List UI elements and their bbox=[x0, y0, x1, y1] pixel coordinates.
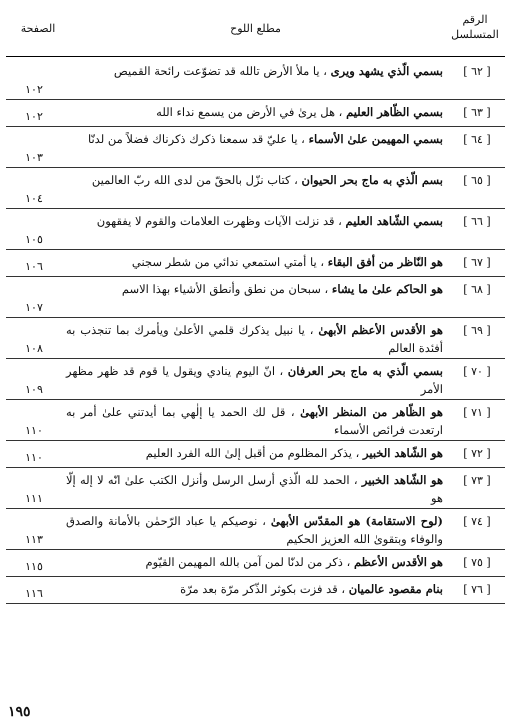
entry-text bbox=[66, 553, 443, 571]
entry-opening: ، هل يرىٰ في الأرض من يسمع نداء الله bbox=[156, 105, 343, 119]
entry-title: (لوح الاستقامة) هو المقدّس الأبهىٰ bbox=[270, 514, 444, 528]
page-number: ١٩٥ bbox=[8, 704, 31, 720]
entry-opening: ، الحمد لله الّذي أرسل الرسل وأنزل الكتب علىٰ انّه لا إله إلّا هو bbox=[66, 473, 443, 505]
entry-title: بسمي الشّاهد العليم bbox=[345, 214, 443, 228]
entry-opening: ، يا عليّ قد سمعنا ذكرك ذكرناك فضلاً من لدنّا bbox=[87, 132, 305, 146]
serial-number: [ ٦٣ ] bbox=[463, 106, 491, 119]
entry-text bbox=[66, 512, 443, 548]
serial-number: [ ٦٤ ] bbox=[463, 133, 491, 146]
header-serial-number: الرقم المتسلسل bbox=[451, 13, 499, 41]
entry-text bbox=[66, 171, 443, 189]
entry-title: هو الشّاهد الخبير bbox=[361, 473, 444, 487]
header-tablet-opening: مطلع اللوح bbox=[230, 22, 281, 35]
entry-opening: ، قد نزلت الآيات وظهرت العلامات والقوم لا يفقهون bbox=[96, 214, 342, 228]
page-reference: ١٠٨ bbox=[25, 342, 43, 355]
header-page: الصفحة bbox=[20, 22, 56, 35]
serial-number: [ ٧٠ ] bbox=[463, 365, 491, 378]
serial-number: [ ٦٩ ] bbox=[463, 324, 491, 337]
entry-text bbox=[66, 253, 443, 271]
table-header bbox=[6, 6, 505, 54]
table-row bbox=[6, 59, 505, 100]
entry-opening: ، ذكر من لدنّا لمن آمن بالله المهيمن القيّوم bbox=[145, 555, 351, 569]
serial-number: [ ٦٥ ] bbox=[463, 174, 491, 187]
table-row bbox=[6, 550, 505, 577]
entry-opening: ، يا أمتي استمعي ندائي من شطر سجني bbox=[131, 255, 325, 269]
table-row bbox=[6, 209, 505, 250]
entry-text bbox=[66, 444, 443, 462]
entry-opening: ، كتاب نزّل بالحقّ من لدى الله ربّ العالمين bbox=[91, 173, 298, 187]
table-row bbox=[6, 577, 505, 604]
table-row bbox=[6, 359, 505, 400]
serial-number: [ ٧٤ ] bbox=[463, 515, 491, 528]
table-row bbox=[6, 441, 505, 468]
entry-title: بسمي المهيمن علىٰ الأسماء bbox=[308, 132, 443, 146]
serial-number: [ ٦٧ ] bbox=[463, 256, 491, 269]
index-table bbox=[6, 59, 505, 604]
entry-text bbox=[66, 403, 443, 439]
entry-title: هو الأقدس الأعظم الأبهىٰ bbox=[318, 323, 444, 337]
page-reference: ١١٥ bbox=[25, 560, 43, 573]
page-reference: ١١٠ bbox=[25, 451, 43, 464]
serial-number: [ ٦٨ ] bbox=[463, 283, 491, 296]
entry-title: هو النّاظر من أفق البقاء bbox=[327, 255, 443, 269]
page-reference: ١٠٧ bbox=[25, 301, 43, 314]
page-reference: ١١٦ bbox=[25, 587, 43, 600]
page-reference: ١٠٢ bbox=[25, 83, 43, 96]
entry-text bbox=[66, 321, 443, 357]
entry-text bbox=[66, 362, 443, 398]
serial-number: [ ٧٦ ] bbox=[463, 583, 491, 596]
entry-title: هو الأقدس الأعظم bbox=[353, 555, 443, 569]
page-reference: ١٠٦ bbox=[25, 260, 43, 273]
page-reference: ١٠٥ bbox=[25, 233, 43, 246]
entry-opening: ، قل لك الحمد يا إلٰهي بما أيدتني علىٰ أمر به ارتعدت فرائص الأسماء bbox=[66, 405, 443, 437]
serial-number: [ ٧٣ ] bbox=[463, 474, 491, 487]
page-reference: ١١٣ bbox=[25, 533, 43, 546]
page-reference: ١٠٣ bbox=[25, 151, 43, 164]
page-reference: ١٠٩ bbox=[25, 383, 43, 396]
table-row bbox=[6, 400, 505, 441]
entry-text bbox=[66, 280, 443, 298]
page-reference: ١١١ bbox=[25, 492, 43, 505]
table-row bbox=[6, 250, 505, 277]
entry-title: هو الحاكم علىٰ ما يشاء bbox=[331, 282, 443, 296]
entry-opening: ، يا نبيل يذكرك قلمي الأعلىٰ ويأمرك بما تنجذب به أفئدة العالم bbox=[66, 323, 443, 355]
serial-number: [ ٧١ ] bbox=[463, 406, 491, 419]
entry-text bbox=[66, 62, 443, 80]
entry-opening: ، قد فزت بكوثر الذّكر مرّة بعد مرّة bbox=[180, 582, 346, 596]
entry-opening: ، يا ملأ الأرض تالله قد تضوّعت رائحة القميص bbox=[113, 64, 327, 78]
entry-title: هو الظّاهر من المنظر الأبهىٰ bbox=[300, 405, 443, 419]
entry-text bbox=[66, 212, 443, 230]
table-row bbox=[6, 127, 505, 168]
table-row bbox=[6, 100, 505, 127]
entry-opening: ، انّ اليوم ينادي ويقول يا قوم قد ظهر مظهر الأمر bbox=[66, 364, 443, 396]
table-row bbox=[6, 318, 505, 359]
entry-title: هو الشّاهد الخبير bbox=[363, 446, 443, 460]
entry-title: بسمي الّذي يشهد ويرى bbox=[330, 64, 443, 78]
entry-title: بسم الّذي به ماج بحر الحيوان bbox=[301, 173, 443, 187]
entry-text bbox=[66, 580, 443, 598]
entry-title: بنام مقصود عالميان bbox=[348, 582, 443, 596]
entry-opening: ، سبحان من نطق وأنطق الأشياء بهذا الاسم bbox=[121, 282, 329, 296]
table-row bbox=[6, 509, 505, 550]
entry-title: بسمي الّذي به ماج بحر العرفان bbox=[287, 364, 444, 378]
entry-text bbox=[66, 130, 443, 148]
entry-title: بسمي الظّاهر العليم bbox=[346, 105, 443, 119]
table-row bbox=[6, 168, 505, 209]
entry-opening: ، يذكر المظلوم من أقبل إلىٰ الله الفرد العليم bbox=[145, 446, 360, 460]
serial-number: [ ٦٦ ] bbox=[463, 215, 491, 228]
entry-opening: ، نوصيكم يا عباد الرّحمٰن بالأمانة والصدق والوفاء وبتقوىٰ الله العزيز الحكيم bbox=[66, 514, 443, 546]
page-reference: ١١٠ bbox=[25, 424, 43, 437]
header-divider bbox=[6, 56, 505, 57]
serial-number: [ ٧٢ ] bbox=[463, 447, 491, 460]
entry-text bbox=[66, 471, 443, 507]
page-reference: ١٠٤ bbox=[25, 192, 43, 205]
page-reference: ١٠٢ bbox=[25, 110, 43, 123]
table-row bbox=[6, 277, 505, 318]
serial-number: [ ٦٢ ] bbox=[463, 65, 491, 78]
serial-number: [ ٧٥ ] bbox=[463, 556, 491, 569]
entry-text bbox=[66, 103, 443, 121]
table-row bbox=[6, 468, 505, 509]
